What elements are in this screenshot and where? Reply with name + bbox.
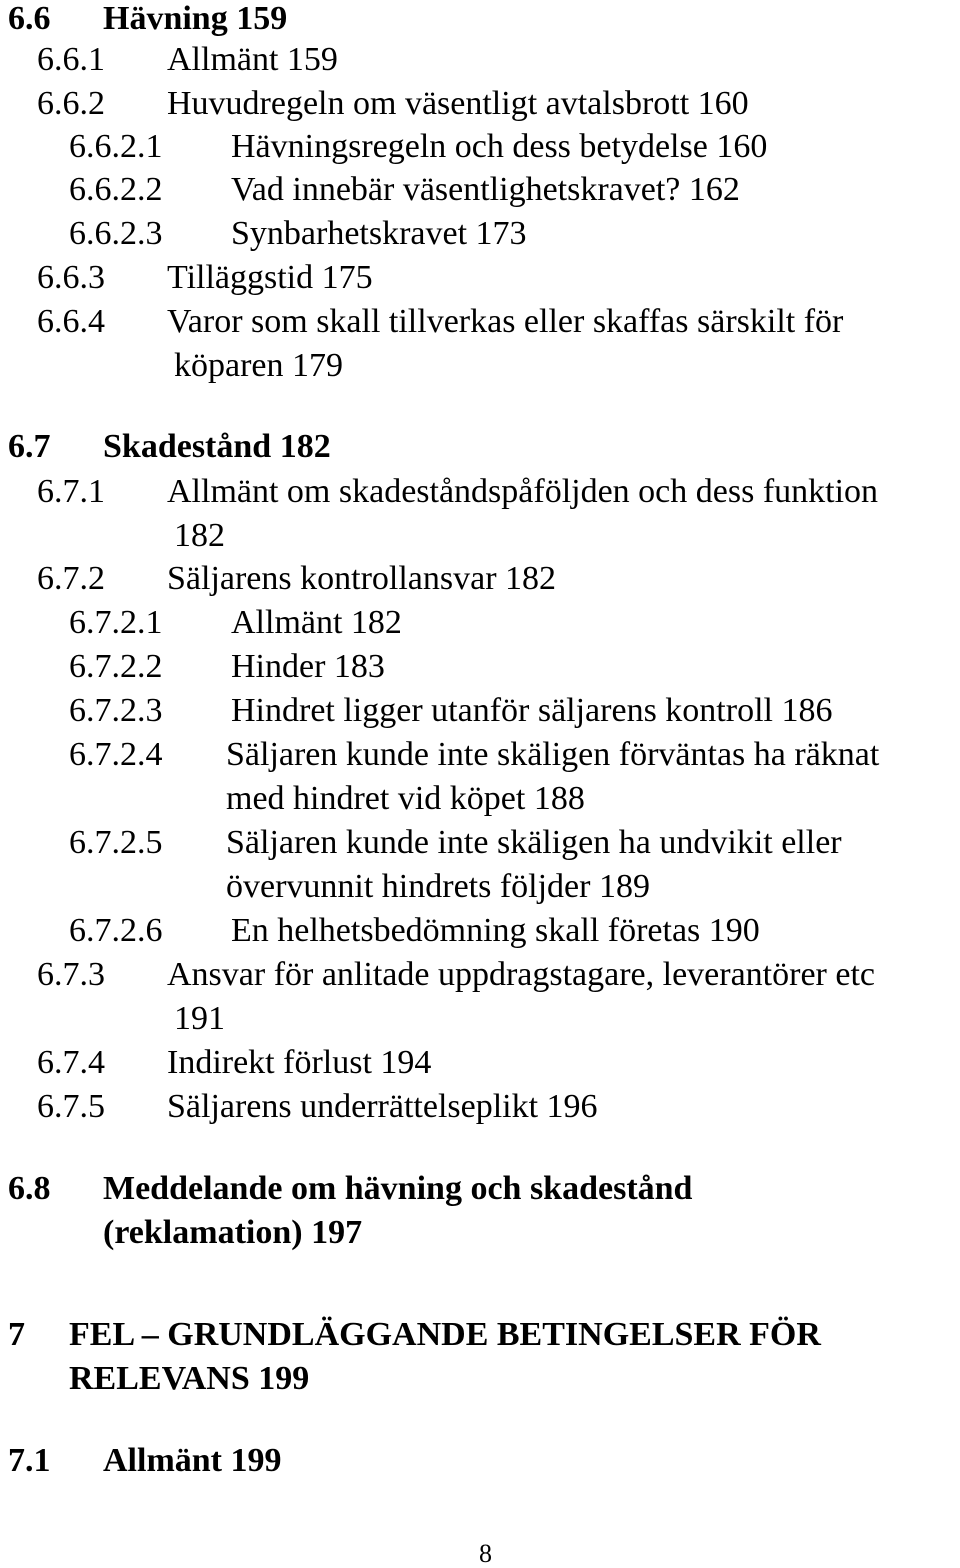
- toc-number-6-7-2-1: 6.7.2.1: [69, 604, 163, 641]
- toc-title-6-7-1-cont[interactable]: 182: [174, 517, 225, 554]
- toc-title-6-7-4[interactable]: Indirekt förlust 194: [167, 1044, 432, 1081]
- toc-title-6-6-2[interactable]: Huvudregeln om väsentligt avtalsbrott 160: [167, 85, 749, 122]
- toc-title-6-6-4[interactable]: Varor som skall tillverkas eller skaffas särskilt för: [167, 303, 844, 340]
- toc-title-6-7[interactable]: Skadestånd 182: [103, 428, 331, 465]
- toc-number-6-6-2-3: 6.6.2.3: [69, 215, 163, 252]
- toc-title-6-6-3[interactable]: Tilläggstid 175: [167, 259, 373, 296]
- toc-title-6-7-5[interactable]: Säljarens underrättelseplikt 196: [167, 1088, 598, 1125]
- toc-number-6-7-2: 6.7.2: [37, 560, 105, 597]
- toc-title-6-7-2-3[interactable]: Hindret ligger utanför säljarens kontroll 186: [231, 692, 833, 729]
- toc-number-6-7-2-4: 6.7.2.4: [69, 736, 163, 773]
- toc-number-6-6-2-2: 6.6.2.2: [69, 171, 163, 208]
- toc-number-6-7-2-3: 6.7.2.3: [69, 692, 163, 729]
- toc-title-6-7-3-cont[interactable]: 191: [174, 1000, 225, 1037]
- toc-number-6-7: 6.7: [8, 428, 51, 465]
- toc-title-7-cont[interactable]: RELEVANS 199: [69, 1360, 310, 1397]
- toc-number-6-7-5: 6.7.5: [37, 1088, 105, 1125]
- toc-title-6-7-2-4[interactable]: Säljaren kunde inte skäligen förväntas ha räknat: [226, 736, 880, 773]
- toc-number-6-7-3: 6.7.3: [37, 956, 105, 993]
- toc-title-6-7-2-5-cont[interactable]: övervunnit hindrets följder 189: [226, 868, 650, 905]
- toc-title-6-6-2-1[interactable]: Hävningsregeln och dess betydelse 160: [231, 128, 768, 165]
- toc-title-6-8-cont[interactable]: (reklamation) 197: [103, 1214, 363, 1251]
- toc-title-6-7-2-1[interactable]: Allmänt 182: [231, 604, 402, 641]
- toc-number-6-6-3: 6.6.3: [37, 259, 105, 296]
- toc-title-6-7-2-6[interactable]: En helhetsbedömning skall företas 190: [231, 912, 760, 949]
- toc-title-6-8[interactable]: Meddelande om hävning och skadestånd: [103, 1170, 693, 1207]
- toc-title-6-7-2-4-cont[interactable]: med hindret vid köpet 188: [226, 780, 585, 817]
- toc-title-6-7-2[interactable]: Säljarens kontrollansvar 182: [167, 560, 557, 597]
- toc-title-7-1[interactable]: Allmänt 199: [103, 1442, 282, 1479]
- toc-number-7-1: 7.1: [8, 1442, 51, 1479]
- toc-number-6-7-2-6: 6.7.2.6: [69, 912, 163, 949]
- toc-number-6-6-1: 6.6.1: [37, 41, 105, 78]
- toc-title-6-6[interactable]: Hävning 159: [103, 0, 288, 37]
- toc-title-6-6-4-cont[interactable]: köparen 179: [174, 347, 344, 384]
- toc-number-6-6-4: 6.6.4: [37, 303, 105, 340]
- toc-title-6-7-3[interactable]: Ansvar för anlitade uppdragstagare, leverantörer etc: [167, 956, 875, 993]
- toc-title-6-7-2-2[interactable]: Hinder 183: [231, 648, 385, 685]
- toc-number-6-6-2-1: 6.6.2.1: [69, 128, 163, 165]
- toc-title-7[interactable]: FEL – GRUNDLÄGGANDE BETINGELSER FÖR: [69, 1316, 821, 1353]
- toc-number-6-7-2-5: 6.7.2.5: [69, 824, 163, 861]
- toc-number-6-8: 6.8: [8, 1170, 51, 1207]
- toc-title-6-7-2-5[interactable]: Säljaren kunde inte skäligen ha undvikit eller: [226, 824, 842, 861]
- toc-title-6-6-2-2[interactable]: Vad innebär väsentlighetskravet? 162: [231, 171, 740, 208]
- page-number: 8: [479, 1539, 492, 1568]
- toc-number-6-7-2-2: 6.7.2.2: [69, 648, 163, 685]
- toc-number-6-6-2: 6.6.2: [37, 85, 105, 122]
- toc-title-6-6-1[interactable]: Allmänt 159: [167, 41, 338, 78]
- toc-number-7: 7: [8, 1316, 25, 1353]
- toc-number-6-7-4: 6.7.4: [37, 1044, 105, 1081]
- toc-title-6-6-2-3[interactable]: Synbarhetskravet 173: [231, 215, 527, 252]
- toc-number-6-7-1: 6.7.1: [37, 473, 105, 510]
- toc-number-6-6: 6.6: [8, 0, 51, 37]
- toc-title-6-7-1[interactable]: Allmänt om skadeståndspåföljden och dess funktion: [167, 473, 879, 510]
